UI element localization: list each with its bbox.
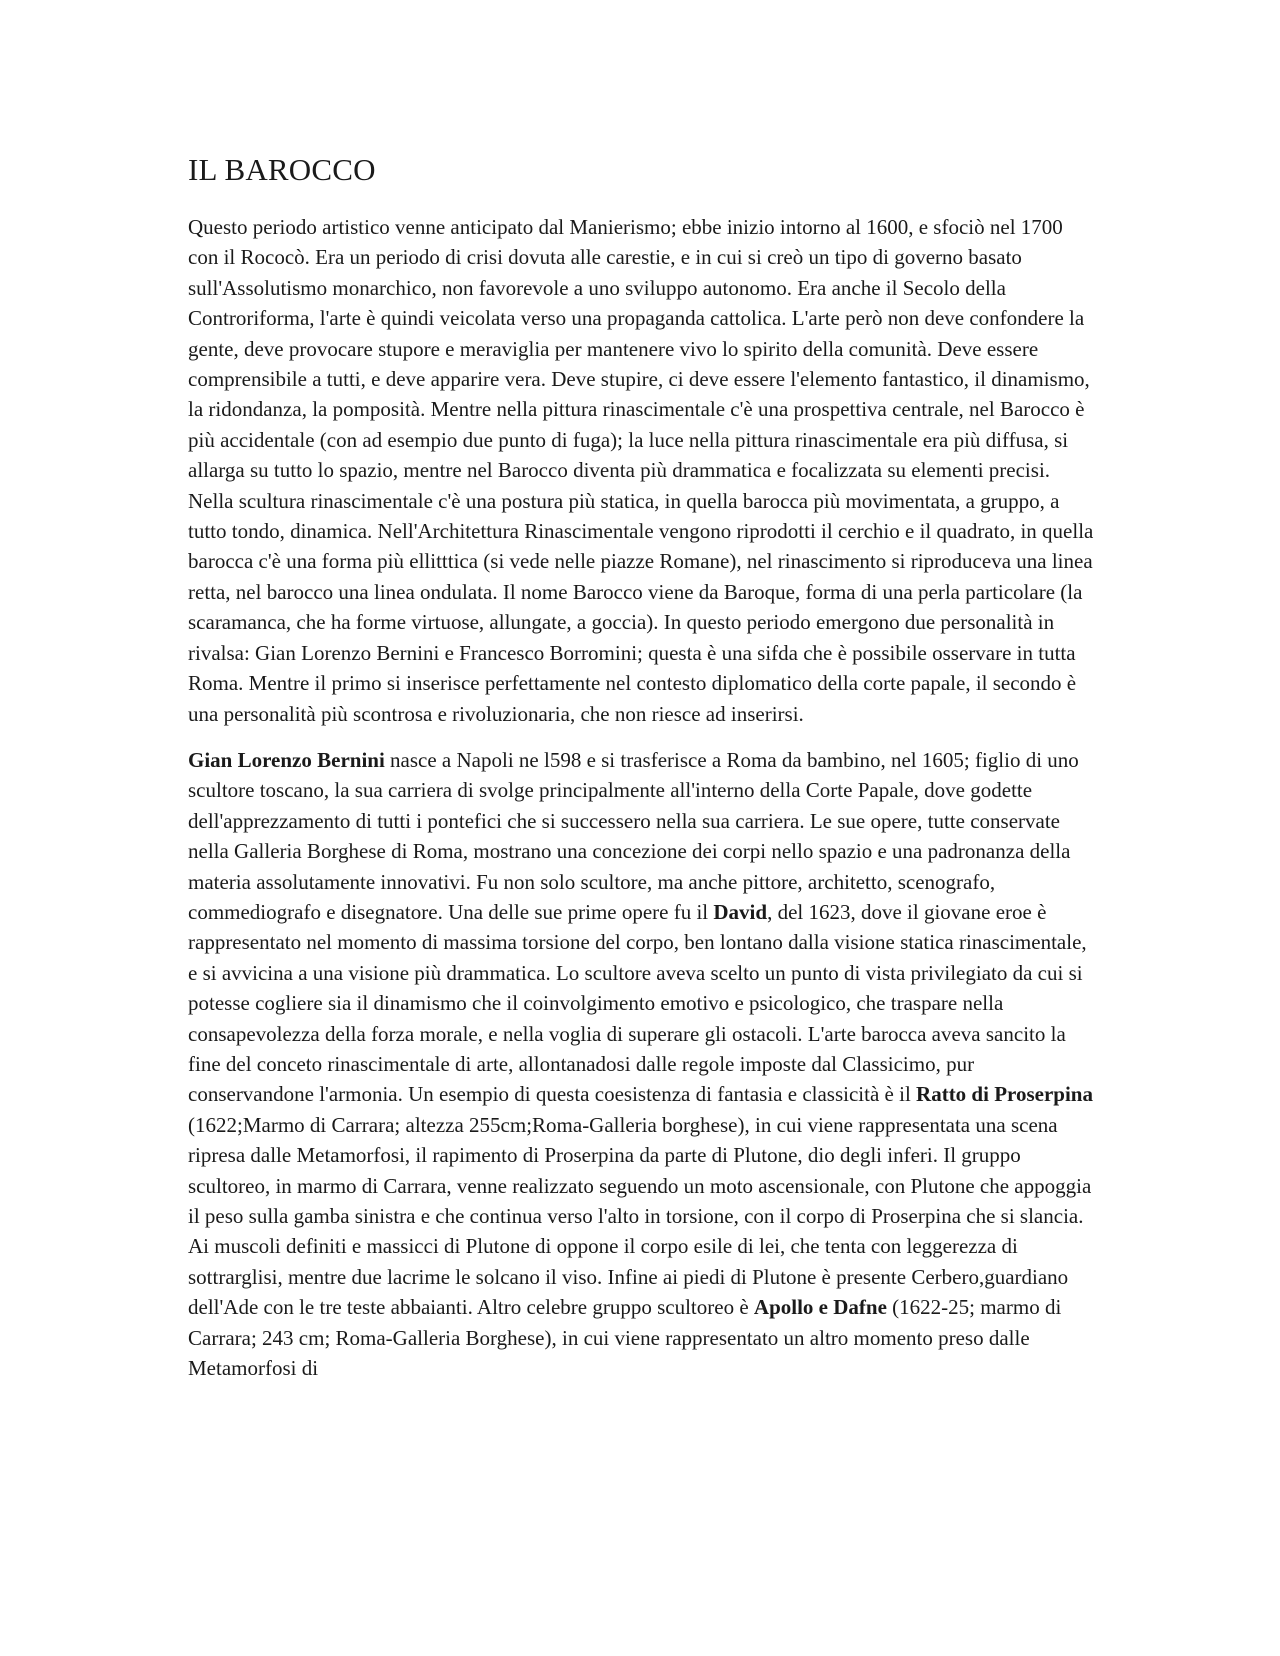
bold-ratto-di-proserpina: Ratto di Proserpina: [916, 1082, 1093, 1107]
bold-david: David: [713, 899, 768, 924]
bernini-text-b: , del 1623, dove il giovane eroe è rappresentato nel momento di massima torsione del corpo, ben lontano dalla visione statica rinascimentale, e si avvicina a una visione più drammatica. Lo scultore aveva scelto un punto di vista privilegiato da cui si potesse cogliere sia il dinamismo che il coinvolgimento emotivo e psicologico, che traspare nella consapevolezza della forza morale, e nella voglia di superare gli ostacoli. L'arte barocca aveva sancito la fine del conceto rinascimentale di arte, allontanadosi dalle regole imposte dal Classicimo, pur conservandone l'armonia. Un esempio di questa coesistenza di fantasia e classicità è il: [188, 899, 1087, 1107]
page-title: IL BAROCCO: [188, 152, 376, 187]
bernini-text-c: (1622;Marmo di Carrara; altezza 255cm;Roma-Galleria borghese), in cui viene rappresentata una scena ripresa dalle Metamorfosi, il rapimento di Proserpina da parte di Plutone, dio degli inferi. Il gruppo scultoreo, in marmo di Carrara, venne realizzato seguendo un moto ascensionale, con Plutone che appoggia il peso sulla gamba sinistra e che continua verso l'alto in torsione, con il corpo di Proserpina che si slancia. Ai muscoli definiti e massicci di Plutone di oppone il corpo esile di lei, che tenta con leggerezza di sottrarglisi, mentre due lacrime le solcano il viso. Infine ai piedi di Plutone è presente Cerbero,guardiano dell'Ade con le tre teste abbaianti. Altro celebre gruppo scultoreo è: [188, 1112, 1092, 1320]
bold-apollo-e-dafne: Apollo e Dafne: [753, 1295, 887, 1320]
bold-bernini-name: Gian Lorenzo Bernini: [188, 747, 385, 772]
bernini-paragraph: [188, 745, 1096, 1384]
document-page: [188, 150, 1096, 1399]
bernini-text-d: (1622-25; marmo di Carrara; 243 cm; Roma-Galleria Borghese), in cui viene rappresentato un altro momento preso dalle Metamorfosi di: [188, 1295, 1062, 1381]
intro-paragraph: Questo periodo artistico venne anticipato dal Manierismo; ebbe inizio intorno al 1600, e sfociò nel 1700 con il Rococò. Era un periodo di crisi dovuta alle carestie, e in cui si creò un tipo di governo basato sull'Assolutismo monarchico, non favorevole a uno sviluppo autonomo. Era anche il Secolo della Controriforma, l'arte è quindi veicolata verso una propaganda cattolica. L'arte però non deve confondere la gente, deve provocare stupore e meraviglia per mantenere vivo lo spirito della comunità. Deve essere comprensibile a tutti, e deve apparire vera. Deve stupire, ci deve essere l'elemento fantastico, il dinamismo, la ridondanza, la pomposità. Mentre nella pittura rinascimentale c'è una prospettiva centrale, nel Barocco è più accidentale (con ad esempio due punto di fuga); la luce nella pittura rinascimentale era più diffusa, si allarga su tutto lo spazio, mentre nel Barocco diventa più drammatica e focalizzata su elementi precisi. Nella scultura rinascimentale c'è una postura più statica, in quella barocca più movimentata, a gruppo, a tutto tondo, dinamica. Nell'Architettura Rinascimentale vengono riprodotti il cerchio e il quadrato, in quella barocca c'è una forma più ellitttica (si vede nelle piazze Romane), nel rinascimento si riproduceva una linea retta, nel barocco una linea ondulata. Il nome Barocco viene da Baroque, forma di una perla particolare (la scaramanca, che ha forme virtuose, allungate, a goccia). In questo periodo emergono due personalità in rivalsa: Gian Lorenzo Bernini e Francesco Borromini; questa è una sifda che è possibile osservare in tutta Roma. Mentre il primo si inserisce perfettamente nel contesto diplomatico della corte papale, il secondo è una personalità più scontrosa e rivoluzionaria, che non riesce ad inserirsi.: [188, 215, 1094, 726]
bernini-text-a: nasce a Napoli ne l598 e si trasferisce a Roma da bambino, nel 1605; figlio di uno scultore toscano, la sua carriera di svolge principalmente all'interno della Corte Papale, dove godette dell'apprezzamento di tutti i pontefici che si successero nella sua carriera. Le sue opere, tutte conservate nella Galleria Borghese di Roma, mostrano una concezione dei corpi nello spazio e una padronanza della materia assolutamente innovativi. Fu non solo scultore, ma anche pittore, architetto, scenografo, commediografo e disegnatore. Una delle sue prime opere fu il: [188, 747, 1079, 924]
